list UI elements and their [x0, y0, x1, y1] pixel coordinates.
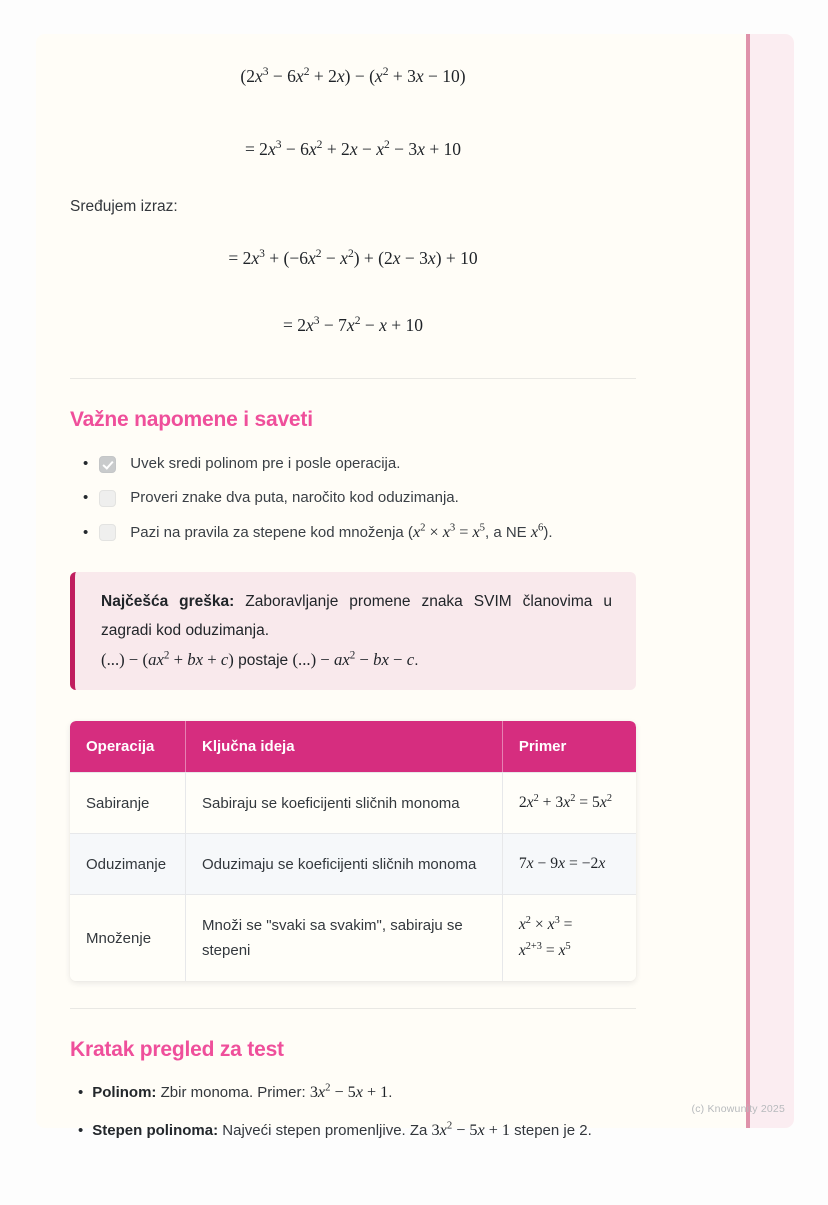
cell-operation: Sabiranje [70, 772, 186, 833]
callout-formula-text: (...) − ($ax^2$ + bx + c) postaje (...) − $ax^2$ − bx − c. [101, 649, 419, 669]
warning-callout [70, 572, 636, 690]
table-header-row [70, 721, 636, 772]
review-item-text: Stepen polinoma: Najveći stepen promenljive. Za $3x^2 - 5x + 1$ stepen je 2. [92, 1119, 592, 1139]
copyright-notice: (c) Knowunity 2025 [691, 1103, 785, 1115]
callout-lead-text: Najčešća greška: Zaboravljanje promene znaka SVIM članovima u zagradi kod oduzimanja. [101, 593, 612, 639]
notes-section-title: Važne napomene i saveti [70, 408, 313, 431]
operations-table [70, 721, 636, 981]
cell-idea: Oduzimaju se koeficijenti sličnih monoma [186, 833, 503, 894]
review-list [70, 1081, 636, 1142]
bullet-icon: • [83, 455, 89, 472]
formula-expanded: = $2x^3 - 6x^2 + 2x - x^2 - 3x + 10$ [244, 139, 462, 159]
notes-checklist [70, 453, 636, 544]
cell-example: $x^2 \times x^3$ = $x^{2+3} = x^5$ [503, 894, 636, 981]
bullet-icon: • [83, 523, 89, 541]
checklist-item [70, 453, 636, 475]
section-divider [70, 1008, 636, 1009]
note-text: Sređujem izraz: [70, 198, 178, 215]
checklist-item [70, 521, 636, 544]
cell-idea: Sabiraju se koeficijenti sličnih monoma [186, 772, 503, 833]
review-section-title: Kratak pregled za test [70, 1038, 284, 1061]
document-page [36, 34, 794, 1139]
cell-operation: Oduzimanje [70, 833, 186, 894]
checkbox-icon[interactable] [99, 456, 116, 473]
cell-example: $2x^2 + 3x^2 = 5x^2$ [503, 772, 636, 833]
checkbox-icon[interactable] [99, 490, 116, 507]
bullet-icon: • [83, 489, 89, 506]
cell-operation: Množenje [70, 894, 186, 981]
cell-example: 7x − 9x = −2x [503, 833, 636, 894]
bullet-icon: • [78, 1084, 84, 1101]
formula-result: = $2x^3 - 7x^2 - x + 10$ [282, 315, 424, 335]
section-divider [70, 378, 636, 379]
list-item [70, 1081, 636, 1104]
table-row [70, 772, 636, 833]
formula-expression: $(2x^3 - 6x^2 + 2x) - (x^2 + 3x - 10)$ [240, 66, 466, 86]
review-item-text: Polinom: Zbir monoma. Primer: $3x^2 - 5x + 1$. [92, 1081, 393, 1101]
bullet-icon: • [78, 1122, 84, 1139]
page-content [36, 34, 794, 1142]
column-header-example: Primer [503, 721, 636, 772]
checkbox-icon[interactable] [99, 524, 116, 541]
list-item [70, 1119, 636, 1142]
cell-idea: Množi se "svaki sa svakim", sabiraju se stepeni [186, 894, 503, 981]
formula-grouped: = $2x^3 + (-6x^2 - x^2) + (2x - 3x) + 10$ [228, 248, 478, 268]
table-row [70, 894, 636, 981]
table-row [70, 833, 636, 894]
checklist-item-label: Proveri znake dva puta, naročito kod oduzimanja. [130, 489, 459, 506]
checklist-item [70, 487, 636, 509]
checklist-item-label: Pazi na pravila za stepene kod množenja ($x^2 \times x^3 = x^5$, a NE $x^6$). [130, 521, 553, 541]
checklist-item-label: Uvek sredi polinom pre i posle operacija. [130, 455, 401, 472]
column-header-operation: Operacija [70, 721, 186, 772]
column-header-idea: Ključna ideja [186, 721, 503, 772]
